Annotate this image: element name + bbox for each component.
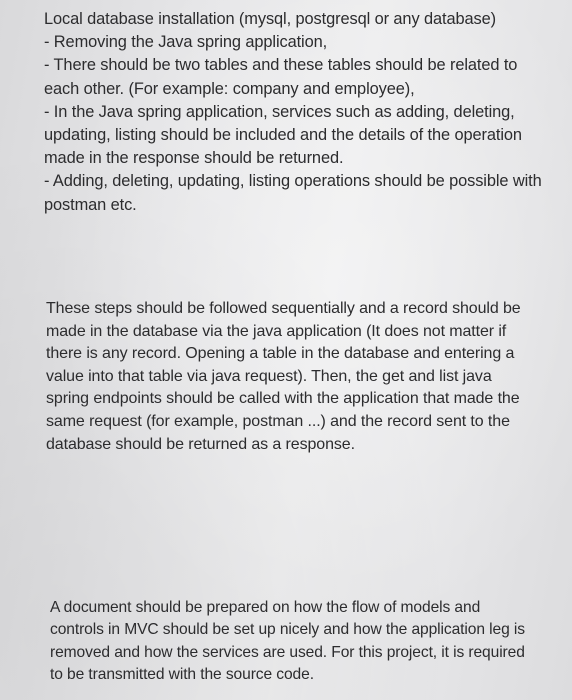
text-line: value into that table via java request). Then, the get and list java (46, 367, 492, 385)
deliverable-paragraph (50, 597, 525, 687)
text-line: each other. (For example: company and employee), (44, 79, 415, 98)
text-line: - There should be two tables and these tables should be related to (44, 56, 518, 75)
text-line: These steps should be followed sequentially and a record should be (46, 300, 521, 317)
text-line: there is any record. Opening a table in the database and entering a (46, 345, 515, 363)
text-line: spring endpoints should be called with the application that made the (46, 390, 520, 408)
text-line: - Removing the Java spring application, (44, 33, 328, 52)
text-line: - Adding, deleting, updating, listing operations should be possible with (44, 172, 542, 191)
text-line: same request (for example, postman ...) and the record sent to the (46, 412, 510, 430)
text-line: controls in MVC should be set up nicely and how the application leg is (50, 621, 525, 639)
text-line: to be transmitted with the source code. (50, 666, 314, 684)
text-line: made in the response should be returned. (44, 149, 344, 168)
text-line: - In the Java spring application, services such as adding, deleting, (44, 102, 515, 121)
text-line: made in the database via the java application (It does not matter if (46, 322, 507, 340)
text-line: database should be returned as a response. (46, 435, 355, 453)
text-line: A document should be prepared on how the flow of models and (50, 599, 481, 616)
requirements-paragraph (44, 8, 542, 217)
text-line: updating, listing should be included and the details of the operation (44, 126, 522, 145)
text-line: removed and how the services are used. For this project, it is required (50, 643, 525, 661)
text-line: postman etc. (44, 195, 137, 214)
text-line: Local database installation (mysql, postgresql or any database) (44, 10, 496, 28)
steps-paragraph (46, 298, 521, 456)
